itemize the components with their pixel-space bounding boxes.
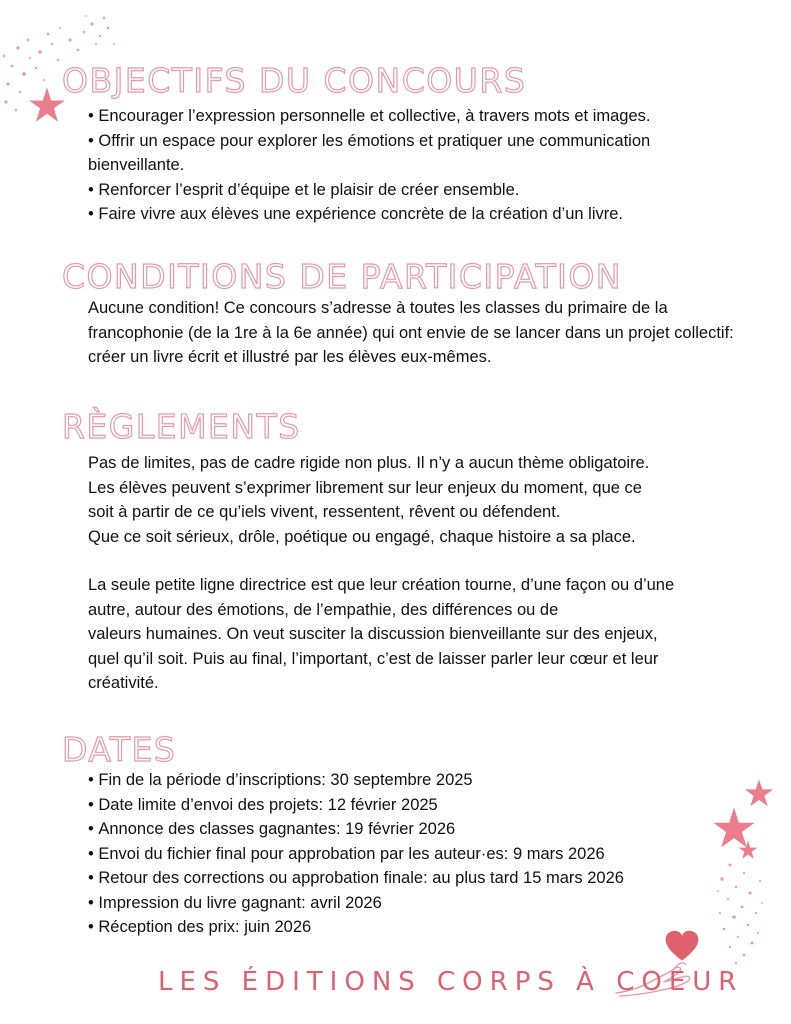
objectifs-list xyxy=(88,104,748,227)
list-item: • Retour des corrections ou approbation finale: au plus tard 15 mars 2026 xyxy=(88,866,748,891)
heading-conditions: CONDITIONS DE PARTICIPATION xyxy=(62,257,622,296)
conditions-text: Aucune condition! Ce concours s’adresse à toutes les classes du primaire de la francophonie (de la 1re à la 6e année) qui ont envie de se lancer dans un projet collectif: créer un livre écrit et illustré par les élèves eux-mêmes. xyxy=(88,299,734,366)
heading-objectifs: OBJECTIFS DU CONCOURS xyxy=(62,61,527,100)
text-line: La seule petite ligne directrice est que leur création tourne, d’une façon ou d’une xyxy=(88,576,675,594)
list-item: • Envoi du fichier final pour approbation par les auteur·es: 9 mars 2026 xyxy=(88,842,748,867)
list-item: • Date limite d’envoi des projets: 12 février 2025 xyxy=(88,793,748,818)
list-item: • Offrir un espace pour explorer les émotions et pratiquer une communication bienveillante. xyxy=(88,129,748,178)
list-item: • Annonce des classes gagnantes: 19 février 2026 xyxy=(88,817,748,842)
star-icon xyxy=(28,86,66,124)
list-item: • Impression du livre gagnant: avril 2026 xyxy=(88,891,748,916)
text-line: créativité. xyxy=(88,674,159,692)
text-line: Que ce soit sérieux, drôle, poétique ou engagé, chaque histoire a sa place. xyxy=(88,527,636,546)
dates-list xyxy=(88,768,748,940)
heading-dates: DATES xyxy=(62,730,177,769)
list-item: • Renforcer l’esprit d’équipe et le plaisir de créer ensemble. xyxy=(88,178,748,203)
star-icon xyxy=(744,778,774,808)
reglements-paragraph-2 xyxy=(88,573,758,696)
footer-brand: LES ÉDITIONS CORPS À COEUR xyxy=(158,967,744,997)
text-line: autre, autour des émotions, de l’empathie, des différences ou de xyxy=(88,600,559,619)
text-line: valeurs humaines. On veut susciter la discussion bienveillante sur des enjeux, xyxy=(88,625,658,643)
list-item: • Fin de la période d’inscriptions: 30 septembre 2025 xyxy=(88,768,748,793)
sparkle-decoration-bottom xyxy=(700,855,791,975)
text-line: Pas de limites, pas de cadre rigide non plus. Il n’y a aucun thème obligatoire. xyxy=(88,454,650,472)
list-item: • Réception des prix: juin 2026 xyxy=(88,915,748,940)
reglements-paragraph-1 xyxy=(88,451,758,549)
list-item: • Encourager l’expression personnelle et collective, à travers mots et images. xyxy=(88,104,748,129)
list-item: • Faire vivre aux élèves une expérience concrète de la création d’un livre. xyxy=(88,202,748,227)
heading-reglements: RÈGLEMENTS xyxy=(62,407,301,446)
text-line: quel qu’il soit. Puis au final, l’important, c’est de laisser parler leur cœur et leur xyxy=(88,649,659,668)
text-line: soit à partir de ce qu’iels vivent, ressentent, rêvent ou défendent. xyxy=(88,503,561,521)
text-line: Les élèves peuvent s’exprimer librement sur leur enjeux du moment, que ce xyxy=(88,478,642,497)
